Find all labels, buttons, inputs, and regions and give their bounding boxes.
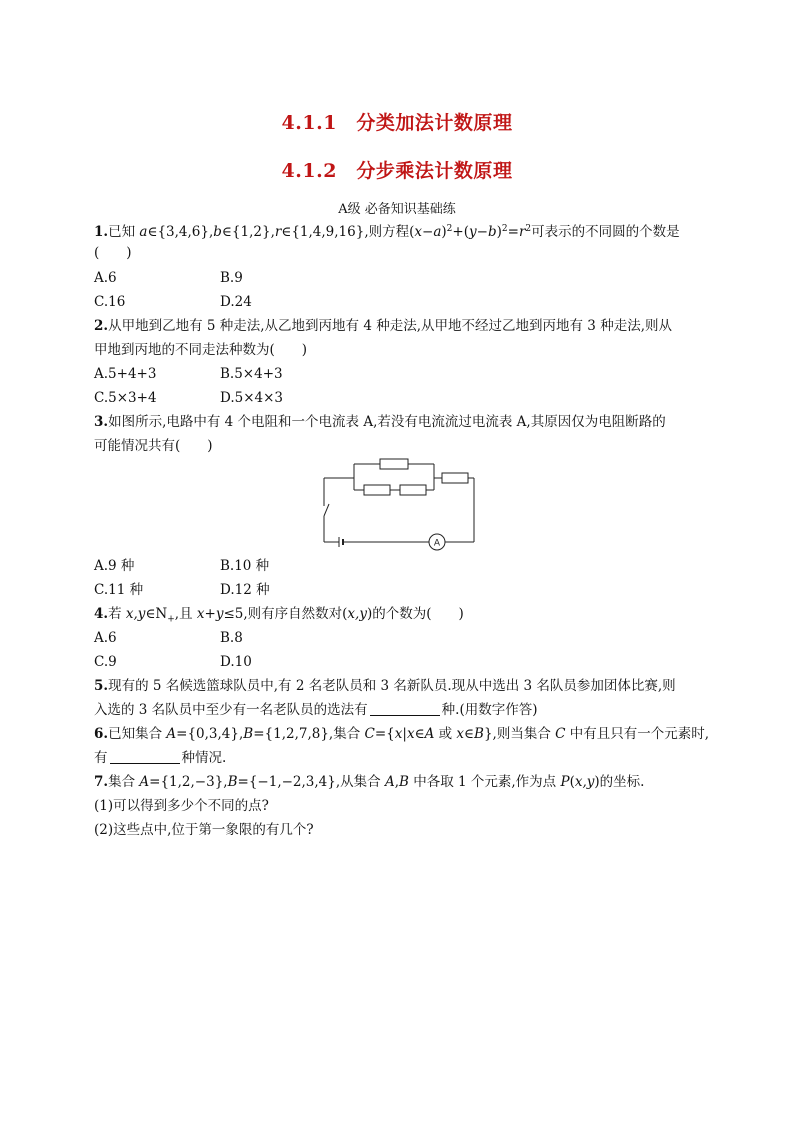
question-3-line-1: 3.如图所示,电路中有 4 个电阻和一个电流表 A,若没有电流流过电流表 A,其原因仅为电阻断路的 [94,414,666,430]
circuit-diagram [318,458,480,552]
resistor-lower-2-icon [400,485,426,495]
question-4-stem: 4.若 $x,y\in N_+$,且 x+y≤5,则有序自然数对(x,y)的个数为( ) [94,606,464,625]
q3-option-a[interactable]: A.9 种 [94,558,135,574]
question-7-part-2: (2)这些点中,位于第一象限的有几个? [94,822,314,838]
q1-option-c[interactable]: C.16 [94,294,126,310]
question-6-line-1: 6.已知集合 A={0,3,4},B={1,2,7,8},集合 C={x|x∈A 或 x∈B},则当集合 C 中有且只有一个元素时, [94,726,710,742]
q2-option-c[interactable]: C.5×3+4 [94,390,157,406]
q4-option-b[interactable]: B.8 [220,630,243,646]
question-7-stem: 7.集合 A={1,2,−3},B={−1,−2,3,4},从集合 A,B 中各取 1 个元素,作为点 P(x,y)的坐标. [94,774,645,790]
question-5-line-2: 入选的 3 名队员中至少有一名老队员的选法有 种.(用数字作答) [94,702,538,718]
resistor-top-icon [380,459,408,469]
question-3-line-2: 可能情况共有( ) [94,438,213,454]
q1-option-b[interactable]: B.9 [220,270,243,286]
question-6-line-2: 有 种情况. [94,750,227,766]
question-1-stem: 1.已知 a∈{3,4,6},b∈{1,2},r∈{1,4,9,16},则方程$(x-a)^2+(y-b)^2=r^2$可表示的不同圆的个数是 [94,224,680,240]
q3-option-c[interactable]: C.11 种 [94,582,144,598]
q2-option-b[interactable]: B.5×4+3 [220,366,283,382]
q6-answer-blank[interactable] [110,749,180,764]
switch-icon [324,504,329,516]
question-1-paren: ( ) [94,245,132,261]
q2-option-a[interactable]: A.5+4+3 [94,366,157,382]
q1-option-a[interactable]: A.6 [94,270,117,286]
question-2-line-2: 甲地到丙地的不同走法种数为( ) [94,342,308,358]
question-7-part-1: (1)可以得到多少个不同的点? [94,798,269,814]
question-2-line-1: 2.从甲地到乙地有 5 种走法,从乙地到丙地有 4 种走法,从甲地不经过乙地到丙地有 3 种走法,则从 [94,318,672,334]
q4-option-d[interactable]: D.10 [220,654,252,670]
ammeter-label: A [433,538,441,549]
section-heading: A级 必备知识基础练 [338,202,456,217]
chapter-title-4-1-2: 4.1.2 分步乘法计数原理 [281,160,513,182]
q1-option-d[interactable]: D.24 [220,294,252,310]
chapter-title-4-1-1: 4.1.1 分类加法计数原理 [281,112,513,134]
q4-option-c[interactable]: C.9 [94,654,117,670]
resistor-series-icon [442,473,468,483]
q5-answer-blank[interactable] [370,701,440,716]
question-5-line-1: 5.现有的 5 名候选篮球队员中,有 2 名老队员和 3 名新队员.现从中选出 3 名队员参加团体比赛,则 [94,678,676,694]
q4-option-a[interactable]: A.6 [94,630,117,646]
q2-option-d[interactable]: D.5×4×3 [220,390,284,406]
q3-option-d[interactable]: D.12 种 [220,582,270,598]
resistor-lower-1-icon [364,485,390,495]
q3-option-b[interactable]: B.10 种 [220,558,270,574]
